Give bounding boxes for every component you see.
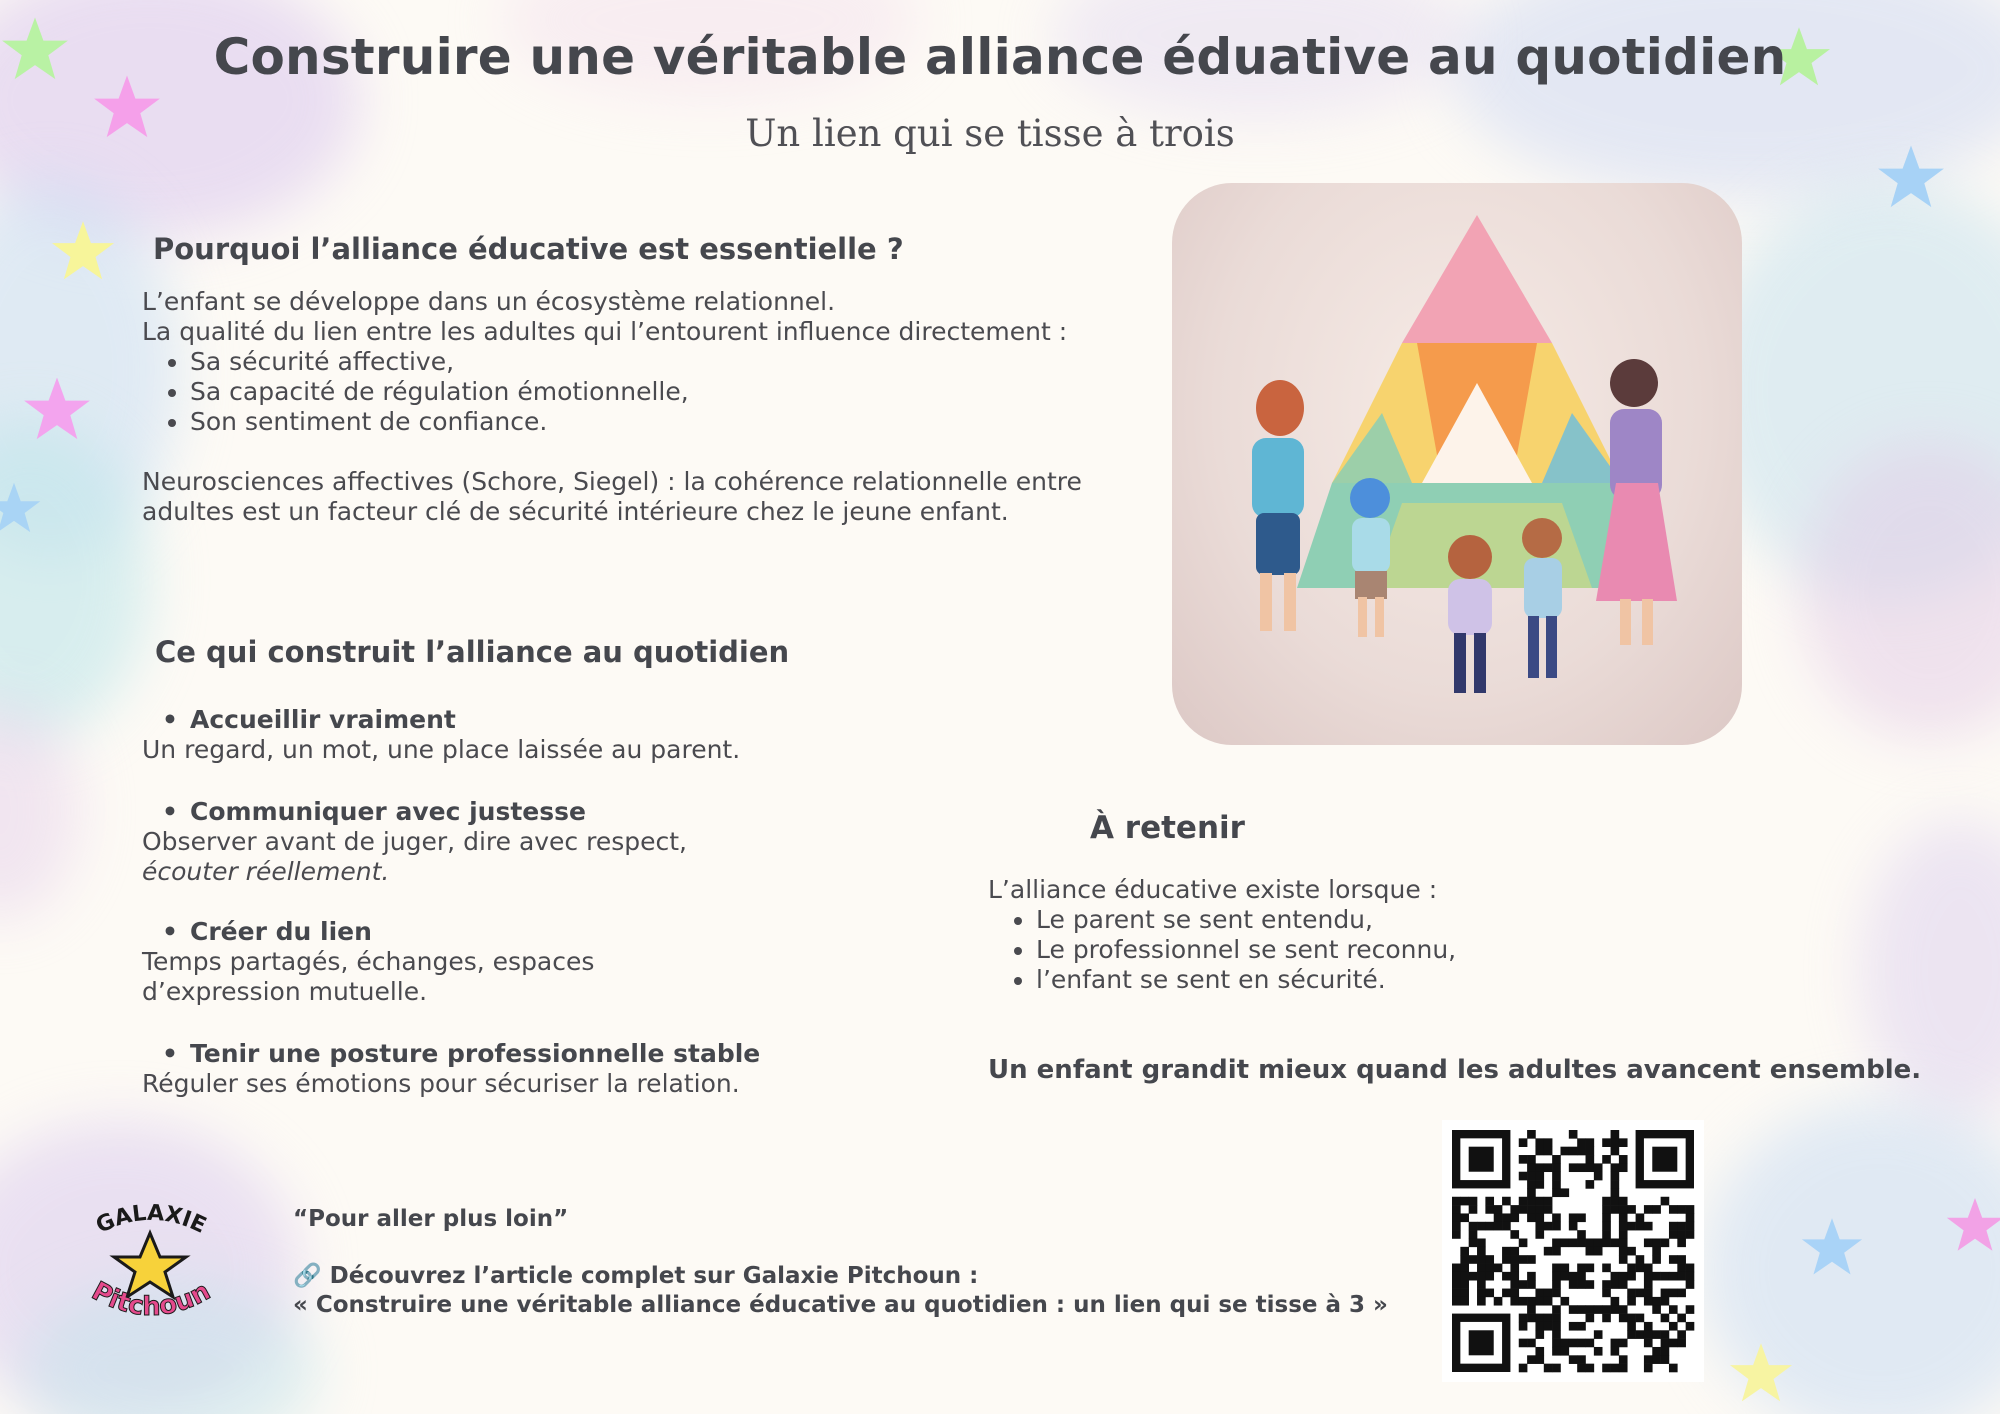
remember-tagline: Un enfant grandit mieux quand les adultes avancent ensemble. [988,1055,1922,1085]
build-block-bond [142,917,594,1007]
build-block-title: • Accueillir vraiment [142,705,740,735]
build-block-welcome [142,705,740,765]
footer-link[interactable] [293,1262,1388,1291]
page-title: Construire une véritable alliance éduative au quotidien [213,28,1787,86]
build-block-communicate [142,797,687,887]
logo-bottom-text: Pitchoun [86,1276,216,1323]
build-block-text: Un regard, un mot, une place laissée au parent. [142,735,741,764]
alliance-illustration [1172,183,1742,745]
why-intro-1: L’enfant se développe dans un écosystème relationnel. [142,287,836,316]
why-note-1: Neurosciences affectives (Schore, Siegel) : la cohérence relationnelle entre [142,467,1082,496]
build-block-text: Réguler ses émotions pour sécuriser la relation. [142,1069,740,1098]
page-subtitle: Un lien qui se tisse à trois [745,112,1235,155]
list-item: • Sa sécurité affective, [190,347,1102,377]
remember-heading: À retenir [1090,810,1245,846]
build-heading: Ce qui construit l’alliance au quotidien [155,635,790,669]
galaxie-pitchoun-logo [62,1195,240,1340]
spacer [142,437,1102,467]
remember-section [988,875,1888,995]
footer-article-title[interactable]: « Construire une véritable alliance éducative au quotidien : un lien qui se tisse à 3 » [293,1292,1388,1318]
star-icon [114,1233,186,1297]
list-item: • Le professionnel se sent reconnu, [1036,935,1888,965]
list-item: • Son sentiment de confiance. [190,407,1102,437]
qr-code[interactable] [1442,1120,1704,1382]
build-block-title: • Créer du lien [142,917,594,947]
build-block-text: Observer avant de juger, dire avec respect, [142,827,688,856]
build-block-title: • Tenir une posture professionnelle stable [142,1039,760,1069]
list-item: • Sa capacité de régulation émotionnelle, [190,377,1102,407]
footer-quote: “Pour aller plus loin” [293,1206,569,1232]
remember-list [988,905,1888,995]
build-block-title: • Communiquer avec justesse [142,797,687,827]
spacer [293,1234,1388,1262]
link-icon: 🔗 [293,1263,322,1289]
footer [293,1205,1388,1320]
why-intro-2: La qualité du lien entre les adultes qui l’entourent influence directement : [142,317,1068,346]
why-section [142,287,1102,527]
build-block-text: Temps partagés, échanges, espaces [142,947,595,976]
why-note-2: adultes est un facteur clé de sécurité intérieure chez le jeune enfant. [142,497,1009,526]
build-block-posture [142,1039,760,1099]
why-list [142,347,1102,437]
list-item: • Le parent se sent entendu, [1036,905,1888,935]
footer-link-text: Découvrez l’article complet sur Galaxie Pitchoun : [329,1263,979,1289]
remember-intro: L’alliance éducative existe lorsque : [988,875,1438,904]
list-item: • l’enfant se sent en sécurité. [1036,965,1888,995]
build-block-text: écouter réellement. [142,857,390,886]
why-heading: Pourquoi l’alliance éducative est essentielle ? [153,232,904,266]
logo-top-text: GALAXIE [92,1200,210,1239]
build-block-text: d’expression mutuelle. [142,977,428,1006]
